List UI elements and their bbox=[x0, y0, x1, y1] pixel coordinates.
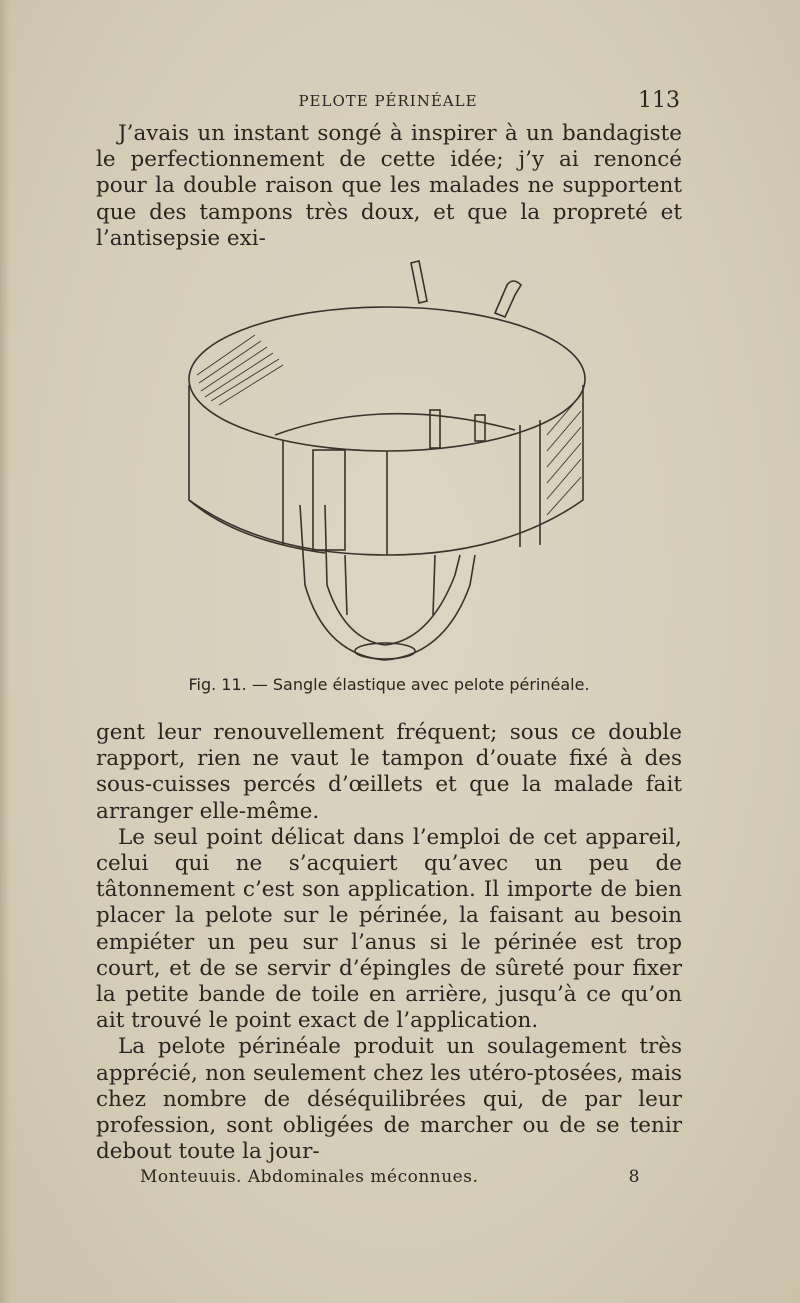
top-strap-right bbox=[495, 281, 521, 317]
signature-mark: 8 bbox=[628, 1167, 640, 1187]
belt-outer-wall bbox=[189, 385, 583, 555]
text-block-top bbox=[96, 121, 682, 252]
top-strap-left bbox=[411, 261, 427, 303]
figure-belt-illustration bbox=[175, 255, 605, 675]
paragraph: gent leur renouvellement fréquent; sous ce double rapport, rien ne vaut le tampon d’ouate fixé à des sous-cuisses percés d’œillets et que la malade fait arranger elle-même. bbox=[96, 720, 682, 824]
running-title: PELOTE PÉRINÉALE bbox=[298, 92, 478, 110]
figure-caption: Fig. 11. — Sangle élastique avec pelote périnéale. bbox=[188, 675, 590, 694]
footer-text: Monteuuis. Abdominales méconnues. bbox=[140, 1167, 479, 1187]
text-block-bottom bbox=[96, 720, 682, 1165]
belt-inner-rim bbox=[275, 414, 515, 435]
belt-drawing bbox=[175, 255, 605, 675]
running-head bbox=[96, 88, 680, 116]
footer bbox=[140, 1167, 640, 1187]
paragraph: La pelote périnéale produit un soulagement très apprécié, non seulement chez les utéro-ptosées, mais chez nombre de déséquilibrées qui, de par leur profession, sont obligées de marcher ou de se tenir debout toute la jour- bbox=[96, 1034, 682, 1165]
paragraph: Le seul point délicat dans l’emploi de cet appareil, celui qui ne s’acquiert qu’avec un peu de tâtonnement c’est son application. Il importe de bien placer la pelote sur le périnée, la faisant au besoin empiéter un peu sur l’anus si le périnée est trop court, et de se servir d’épingles de sûreté pour fixer la petite bande de toile en arrière, jusqu’à ce qu’on ait trouvé le point exact de l’application. bbox=[96, 824, 682, 1034]
page-number: 113 bbox=[638, 88, 680, 113]
belt-top-rim bbox=[189, 307, 585, 451]
paragraph: J’avais un instant songé à inspirer à un bandagiste le perfectionnement de cette idée; j’y ai renoncé pour la double raison que les malades ne supportent que des tampons très doux, et que la propreté et l’antisepsie exi- bbox=[96, 121, 682, 251]
page-edge-shadow bbox=[0, 0, 10, 1303]
